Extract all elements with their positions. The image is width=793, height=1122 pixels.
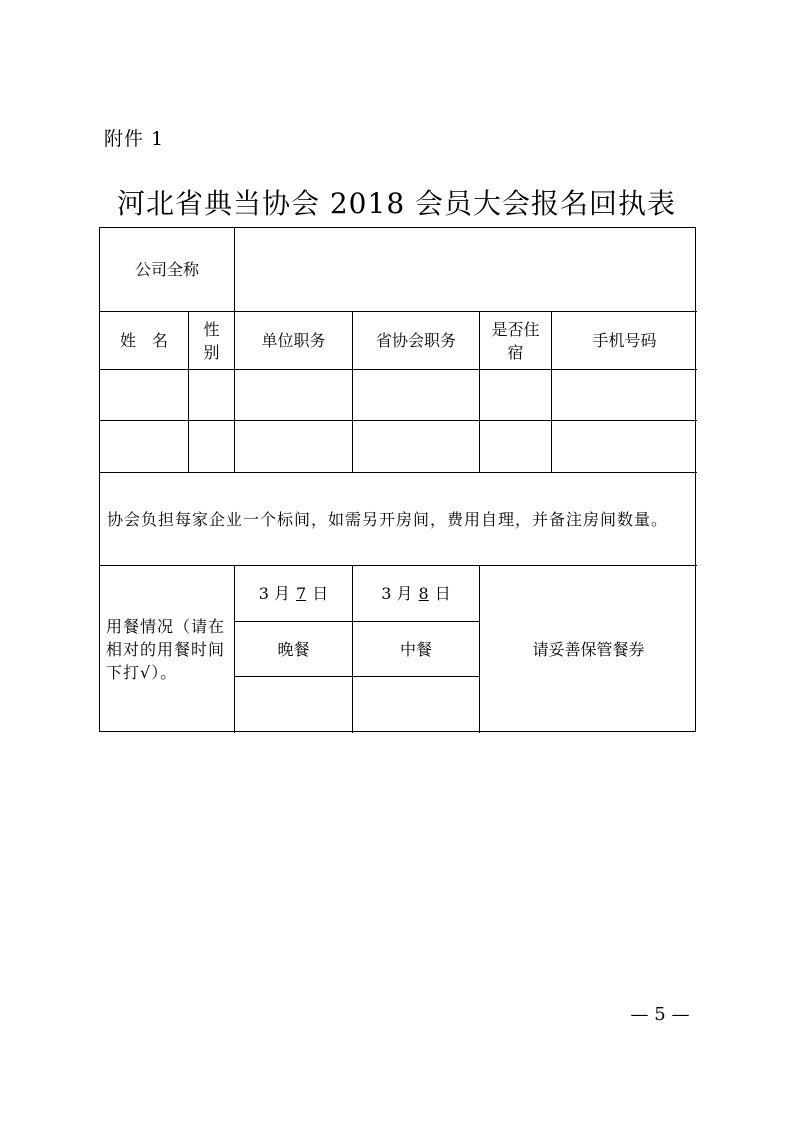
meal-dinner-checkbox-cell[interactable] xyxy=(235,677,352,733)
entry-row-1[interactable] xyxy=(100,370,697,420)
meal-lunch-checkbox-cell[interactable] xyxy=(353,677,479,733)
header-phone: 手机号码 xyxy=(592,331,657,350)
meal-dinner-label: 晚餐 xyxy=(277,639,310,659)
meal-date-day1-prefix: 3 月 xyxy=(258,584,291,603)
header-gender-line2: 别 xyxy=(203,342,220,362)
meal-date-day1-suffix: 日 xyxy=(312,584,329,603)
header-unit-position: 单位职务 xyxy=(261,331,326,350)
lodging-notice: 协会负担每家企业一个标间，如需另开房间，费用自理，并备注房间数量。 xyxy=(107,509,669,529)
company-name-label: 公司全称 xyxy=(134,260,199,279)
meal-date-day1 xyxy=(235,566,352,621)
page-number: — 5 — xyxy=(630,1004,690,1025)
header-name: 姓 名 xyxy=(119,331,168,350)
meal-date-day2 xyxy=(353,566,479,621)
meal-date-day2-number: 8 xyxy=(418,584,429,603)
attachment-label: 附件 1 xyxy=(104,128,165,150)
meal-date-day1-number: 7 xyxy=(296,584,307,603)
meal-instructions: 用餐情况（请在相对的用餐时间下打√）。 xyxy=(106,617,226,682)
company-name-field[interactable] xyxy=(235,228,697,311)
header-lodging-line1: 是否住 xyxy=(491,319,540,339)
entry-row-2[interactable] xyxy=(100,421,697,472)
meal-lunch-label: 中餐 xyxy=(399,639,432,659)
form-title: 河北省典当协会 2018 会员大会报名回执表 xyxy=(116,187,677,220)
registration-form-table xyxy=(99,227,696,732)
header-lodging-line2: 宿 xyxy=(507,342,524,362)
header-lodging xyxy=(480,312,551,369)
header-gender xyxy=(189,312,234,369)
header-gender-line1: 性 xyxy=(203,319,220,339)
meal-coupon-note: 请妥善保管餐券 xyxy=(532,640,645,659)
meal-date-day2-suffix: 日 xyxy=(434,584,451,603)
header-association-position: 省协会职务 xyxy=(375,331,456,350)
meal-date-day2-prefix: 3 月 xyxy=(381,584,413,603)
